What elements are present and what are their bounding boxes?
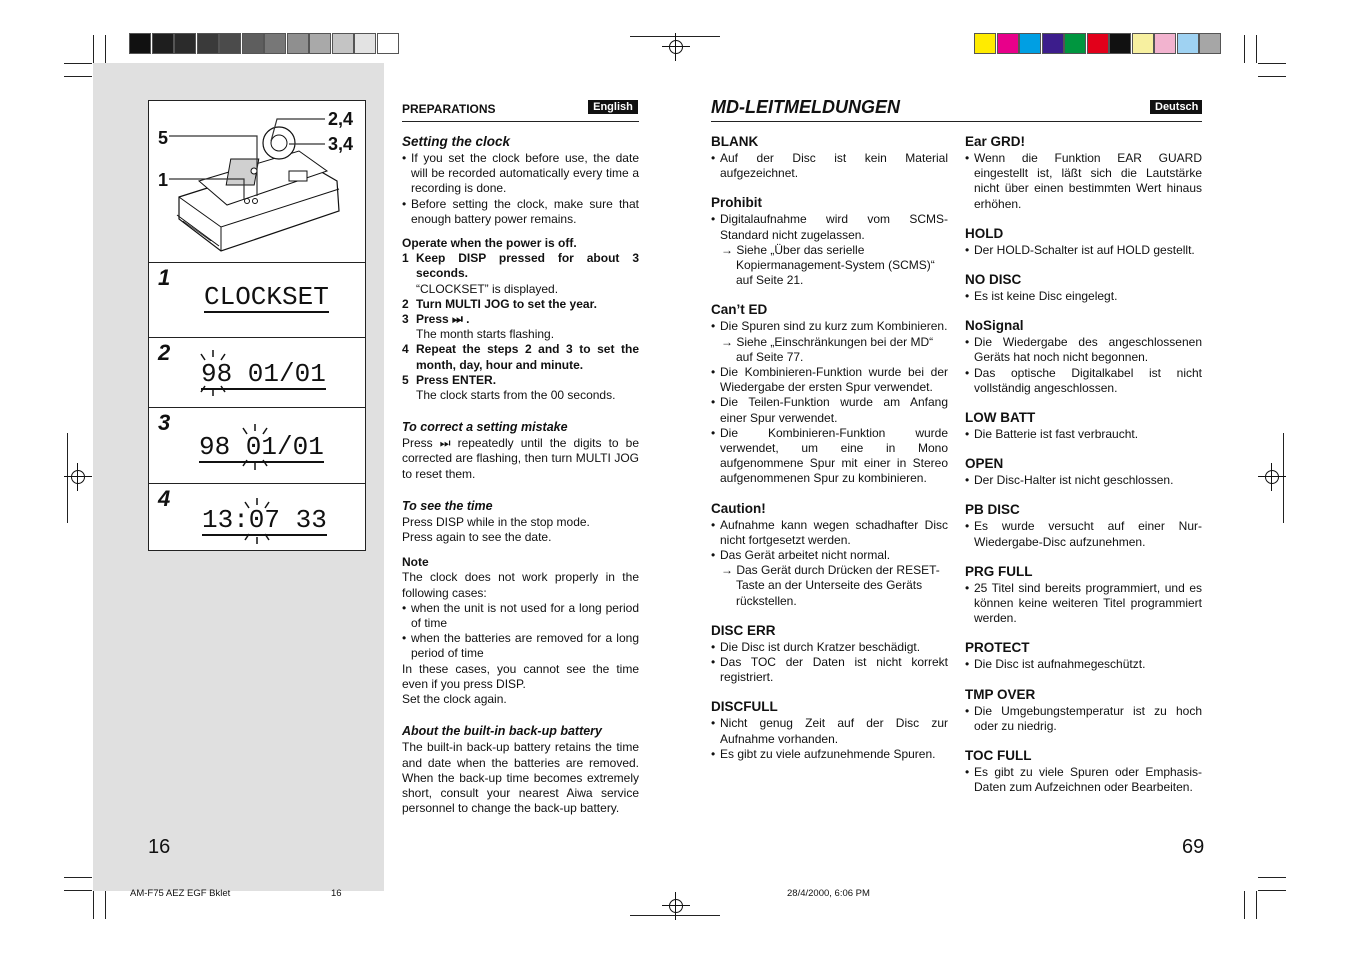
step-4-panel [148,483,366,551]
step-1: 1 Keep DISP pressed for about 3 seconds. “CLOCKSET” is displayed. [402,251,639,296]
color-swatch [1132,33,1154,54]
list-item: • Die Umgebungstemperatur ist zu hoch oder zu niedrig. [965,704,1202,734]
list-item: • Die Batterie ist fast verbraucht. [965,427,1202,442]
operate-note: Operate when the power is off. [402,236,577,251]
callout-1: 1 [158,170,169,190]
section-title-preparations: PREPARATIONS [402,102,496,116]
msg-hold: HOLD [965,225,1004,241]
lcd-display: CLOCKSET [204,282,329,312]
page-number-right: 69 [1182,836,1205,858]
list-item: • Das TOC der Daten ist nicht korrekt registriert. [711,655,948,685]
paragraph: Set the clock again. [402,692,507,707]
cross-reference: → Das Gerät durch Drücken der RESET-Taste an der Unterseite des Geräts rückstellen. [721,563,940,608]
list-item: • Die Disc ist durch Kratzer beschädigt. [711,640,948,655]
callout-5: 5 [158,128,169,148]
step-number: 2 [158,340,171,365]
list-item: • when the unit is not used for a long period of time [402,601,639,631]
list-item: • Es gibt zu viele Spuren oder Emphasis-Daten zum Aufzeichnen oder Bearbeiten. [965,765,1202,795]
step-number: 1 [158,265,171,290]
msg-low-batt: LOW BATT [965,410,1036,426]
color-swatch [1199,33,1221,54]
color-swatch [1019,33,1041,54]
heading-see-time: To see the time [402,498,493,513]
footer-file-name: AM-F75 AEZ EGF Bklet [130,888,231,899]
lcd-display: 98 01/01 [199,432,324,462]
callout-3-4: 3,4 [328,134,354,154]
list-item: • Das optische Digitalkabel ist nicht vollständig angeschlossen. [965,366,1202,396]
msg-prg-full: PRG FULL [965,563,1033,579]
step-5: 5 Press ENTER. The clock starts from the 00 seconds. [402,372,616,403]
color-swatch [1109,33,1131,54]
list-item: • Auf der Disc ist kein Material aufgezeichnet. [711,151,948,181]
page-number-left: 16 [148,836,171,858]
color-swatch [332,33,354,54]
color-swatch [152,33,174,54]
color-swatch [377,33,399,54]
color-swatch [264,33,286,54]
color-swatch [174,33,196,54]
list-item: • Es ist keine Disc eingelegt. [965,289,1202,304]
flash-rays [235,422,275,472]
msg-toc-full: TOC FULL [965,748,1032,764]
msg-ear-grd: Ear GRD! [965,134,1026,149]
color-swatch [974,33,996,54]
footer-page: 16 [331,888,342,899]
msg-nosignal: NoSignal [965,318,1024,334]
msg-caution: Caution! [711,500,766,516]
paragraph: Press again to see the date. [402,530,552,545]
heading-note: Note [402,555,429,570]
list-item: • Die Kombinieren-Funktion wurde verwendet, um eine in Mono aufgenommene Spur mit einer in Stereo aufgenommenen Spur zu kombinieren. [711,426,948,487]
list-item: • Die Spuren sind zu kurz zum Kombinieren. [711,319,948,334]
color-swatch [354,33,376,54]
paragraph: The built-in back-up battery retains the time and date when the batteries are removed. When the back-up time becomes extremely short, consult your nearest Aiwa service personnel to change the back-up battery. [402,740,639,816]
color-swatch [197,33,219,54]
color-swatch [242,33,264,54]
paragraph: In these cases, you cannot see the time even if you press DISP. [402,661,639,691]
page-title-md-leitmeldungen: MD-LEITMELDUNGEN [711,97,900,117]
step-4: 4 Repeat the steps 2 and 3 to set the month, day, hour and minute. [402,342,639,372]
lcd-display: 98 01/01 [201,359,326,389]
step-2-panel [148,337,366,408]
color-swatch [1064,33,1086,54]
deutsch-column-1 [711,133,948,762]
list-item: • If you set the clock before use, the date will be recorded automatically every time a recording is done. [402,151,639,197]
msg-discfull: DISCFULL [711,699,778,715]
msg-pb-disc: PB DISC [965,502,1020,518]
color-swatch [309,33,331,54]
list-item: • Nicht genug Zeit auf der Disc zur Aufnahme vorhanden. [711,716,948,746]
list-item: • when the batteries are removed for a long period of time [402,631,639,661]
cross-reference: → Siehe „Über das serielle Kopiermanagement-System (SCMS)“ auf Seite 21. [721,242,935,288]
step-2: 2 Turn MULTI JOG to set the year. [402,296,597,311]
list-item: • Der HOLD-Schalter ist auf HOLD gestellt. [965,243,1202,258]
step-1-panel [148,262,366,338]
msg-blank: BLANK [711,134,759,149]
color-swatch [1154,33,1176,54]
color-swatch [219,33,241,54]
color-swatch [1042,33,1064,54]
list-item: • 25 Titel sind bereits programmiert, und es können keine weiteren Titel programmiert werden. [965,581,1202,627]
heading-backup-battery: About the built-in back-up battery [402,724,602,739]
list-item: • Die Kombinieren-Funktion wurde bei der Wiedergabe der ersten Spur verwendet. [711,365,948,395]
language-tag-english: English [588,100,638,114]
heading-correct-mistake: To correct a setting mistake [402,420,568,435]
list-item: • Die Wiedergabe des angeschlossenen Geräts hat noch nicht begonnen. [965,335,1202,365]
color-swatch [129,33,151,54]
paragraph: Press ⏭ repeatedly until the digits to be corrected are flashing, then turn MULTI JOG to reset them. [402,436,639,481]
paragraph: Press DISP while in the stop mode. [402,514,590,529]
color-swatch [1177,33,1199,54]
flash-rays [237,496,277,546]
device-figure [148,100,366,263]
heading-setting-clock: Setting the clock [402,134,511,149]
list-item: • Es gibt zu viele aufzunehmende Spuren. [711,747,948,762]
list-item: • Aufnahme kann wegen schadhafter Disc nicht fortgesetzt werden. [711,518,948,548]
list-item: • Wenn die Funktion EAR GUARD eingestellt ist, läßt sich die Lautstärke nicht über einen bestimmten Wert hinaus erhöhen. [965,151,1202,212]
list-item: • Die Disc ist aufnahmegeschützt. [965,657,1202,672]
language-tag-deutsch: Deutsch [1150,100,1202,114]
color-swatch [1087,33,1109,54]
list-item: • Digitalaufnahme wird vom SCMS-Standard nicht zugelassen. [711,212,948,242]
color-swatch [287,33,309,54]
list-item: • Es wurde versucht auf einer Nur-Wiedergabe-Disc aufzunehmen. [965,519,1202,549]
list-item: • Before setting the clock, make sure that enough battery power remains. [402,197,639,227]
step-3-panel [148,407,366,484]
msg-open: OPEN [965,456,1004,472]
lcd-display: 13:07 33 [202,505,327,535]
deutsch-column-2 [965,133,1202,795]
callout-2-4: 2,4 [328,109,354,129]
footer-timestamp: 28/4/2000, 6:06 PM [787,888,870,899]
color-swatch [997,33,1019,54]
msg-tmp-over: TMP OVER [965,686,1036,702]
flash-rays [193,348,233,398]
list-item: • Das Gerät arbeitet nicht normal. [711,548,948,563]
msg-cant-ed: Can’t ED [711,302,768,318]
paragraph: The clock does not work properly in the following cases: [402,570,639,600]
step-3: 3 Press ⏭ . The month starts flashing. [402,312,555,342]
english-column [402,133,639,816]
msg-protect: PROTECT [965,640,1030,656]
msg-no-disc: NO DISC [965,272,1022,288]
list-item: • Die Teilen-Funktion wurde am Anfang einer Spur verwendet. [711,395,948,425]
cross-reference: → Siehe „Einschränkungen bei der MD“ auf Seite 77. [721,334,934,364]
step-number: 3 [158,410,171,435]
step-number: 4 [158,486,171,511]
list-item: • Der Disc-Halter ist nicht geschlossen. [965,473,1202,488]
msg-disc-err: DISC ERR [711,622,776,638]
msg-prohibit: Prohibit [711,195,762,211]
